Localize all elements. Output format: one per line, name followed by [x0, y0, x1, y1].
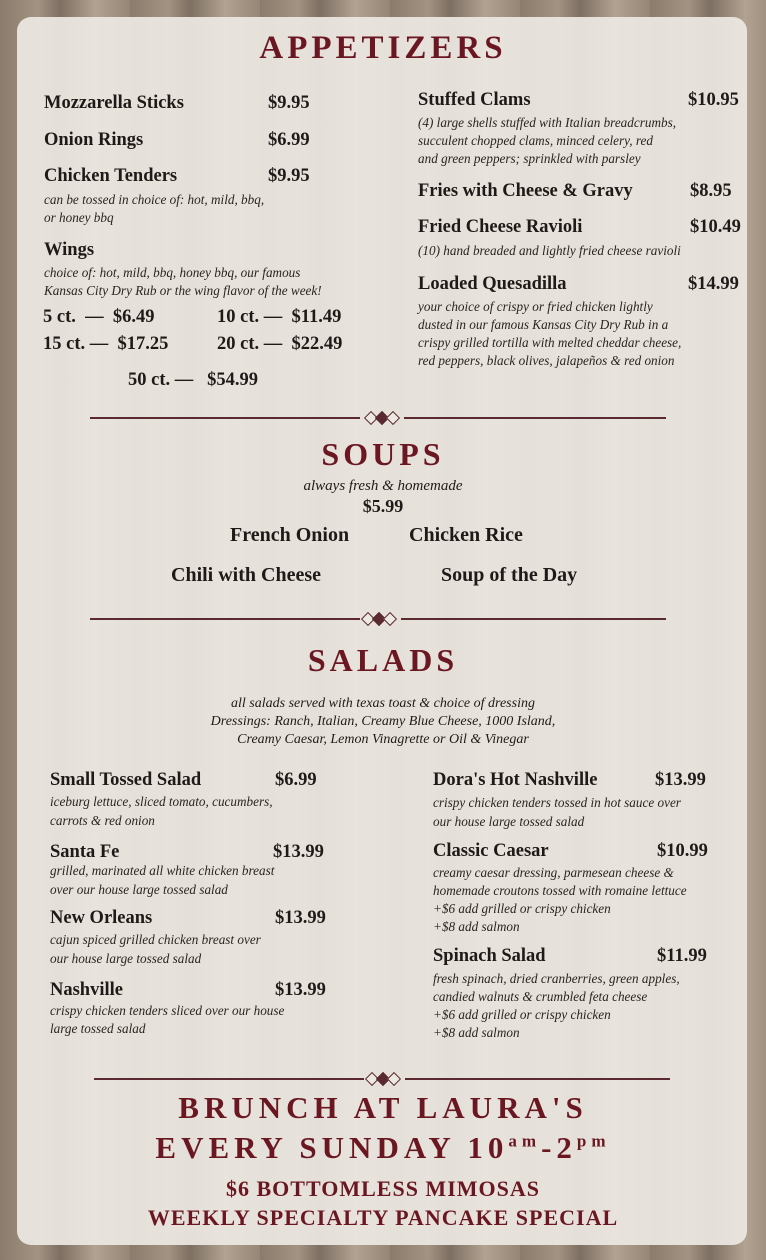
- divider-right: [405, 1078, 670, 1080]
- spinach-name: Spinach Salad: [433, 946, 546, 966]
- caesar-price: $10.99: [657, 841, 708, 861]
- onion-rings-price: $6.99: [268, 130, 310, 150]
- neworleans-desc-2: our house large tossed salad: [50, 951, 202, 966]
- quesadilla-name: Loaded Quesadilla: [418, 274, 567, 294]
- soup-french-onion: French Onion: [230, 524, 350, 546]
- chicken-tenders-desc-2: or honey bbq: [44, 210, 114, 225]
- dora-name: Dora's Hot Nashville: [433, 770, 598, 790]
- neworleans-desc-1: cajun spiced grilled chicken breast over: [50, 932, 261, 947]
- caesar-name: Classic Caesar: [433, 841, 549, 861]
- caesar-desc-4: +$8 add salmon: [433, 919, 520, 934]
- neworleans-name: New Orleans: [50, 908, 153, 928]
- divider-right: [404, 417, 666, 419]
- salads-note-1: all salads served with texas toast & choice of dressing: [231, 696, 535, 711]
- santafe-name: Santa Fe: [50, 842, 120, 862]
- brunch-pm: pm: [576, 1131, 611, 1151]
- brunch-hours: [0, 1130, 766, 1166]
- ravioli-name: Fried Cheese Ravioli: [418, 217, 583, 237]
- small-salad-desc-1: iceburg lettuce, sliced tomato, cucumbers,: [50, 794, 273, 809]
- caesar-desc-3: +$6 add grilled or crispy chicken: [433, 901, 611, 916]
- wings-15ct: 15 ct. — $17.25: [43, 334, 169, 354]
- soups-price: $5.99: [362, 496, 404, 516]
- fries-price: $8.95: [690, 181, 732, 201]
- stuffed-clams-desc-3: and green peppers; sprinkled with parsley: [418, 151, 641, 166]
- mozzarella-price: $9.95: [268, 93, 310, 113]
- santafe-price: $13.99: [273, 842, 324, 862]
- divider-left: [90, 417, 360, 419]
- neworleans-price: $13.99: [275, 908, 326, 928]
- dora-desc-1: crispy chicken tenders tossed in hot sauce over: [433, 795, 681, 810]
- divider-left: [90, 618, 360, 620]
- brunch-mimosas: $6 BOTTOMLESS MIMOSAS: [226, 1176, 540, 1201]
- spinach-desc-4: +$8 add salmon: [433, 1025, 520, 1040]
- nashville-price: $13.99: [275, 980, 326, 1000]
- spinach-price: $11.99: [657, 946, 707, 966]
- wings-10ct: 10 ct. — $11.49: [217, 307, 342, 327]
- spinach-desc-1: fresh spinach, dried cranberries, green apples,: [433, 971, 680, 986]
- chicken-tenders-price: $9.95: [268, 166, 310, 186]
- nashville-desc-2: large tossed salad: [50, 1021, 146, 1036]
- quesadilla-desc-1: your choice of crispy or fried chicken lightly: [418, 299, 653, 314]
- nashville-desc-1: crispy chicken tenders sliced over our house: [50, 1003, 285, 1018]
- santafe-desc-2: over our house large tossed salad: [50, 882, 228, 897]
- soup-of-the-day: Soup of the Day: [441, 564, 578, 586]
- stuffed-clams-name: Stuffed Clams: [418, 90, 531, 110]
- nashville-name: Nashville: [50, 980, 123, 1000]
- divider-right: [401, 618, 666, 620]
- small-salad-name: Small Tossed Salad: [50, 770, 202, 790]
- diamond-ornament-icon: [364, 1071, 402, 1087]
- chicken-tenders-desc-1: can be tossed in choice of: hot, mild, bbq,: [44, 192, 265, 207]
- salads-note-3: Creamy Caesar, Lemon Vinagrette or Oil & Vinegar: [237, 732, 529, 747]
- brunch-hours-end: -2: [541, 1130, 577, 1165]
- caesar-desc-1: creamy caesar dressing, parmesean cheese &: [433, 865, 674, 880]
- wings-desc-2: Kansas City Dry Rub or the wing flavor of the week!: [44, 283, 322, 298]
- spinach-desc-2: candied walnuts & crumbled feta cheese: [433, 989, 648, 1004]
- soup-chili: Chili with Cheese: [171, 564, 321, 586]
- stuffed-clams-desc-1: (4) large shells stuffed with Italian breadcrumbs,: [418, 115, 676, 130]
- chicken-tenders-name: Chicken Tenders: [44, 166, 178, 186]
- dora-price: $13.99: [655, 770, 706, 790]
- onion-rings-name: Onion Rings: [44, 130, 144, 150]
- quesadilla-price: $14.99: [688, 274, 739, 294]
- soups-heading: SOUPS: [321, 436, 445, 472]
- diamond-ornament-icon: [363, 410, 401, 426]
- salads-note-2: Dressings: Ranch, Italian, Creamy Blue Cheese, 1000 Island,: [210, 714, 556, 729]
- small-salad-price: $6.99: [275, 770, 317, 790]
- soups-subtitle: always fresh & homemade: [303, 478, 463, 494]
- quesadilla-desc-3: crispy grilled tortilla with melted cheddar cheese,: [418, 335, 682, 350]
- quesadilla-desc-2: dusted in our famous Kansas City Dry Rub in a: [418, 317, 669, 332]
- caesar-desc-2: homemade croutons tossed with romaine lettuce: [433, 883, 687, 898]
- dora-desc-2: our house large tossed salad: [433, 814, 585, 829]
- wings-20ct: 20 ct. — $22.49: [217, 334, 343, 354]
- soup-chicken-rice: Chicken Rice: [409, 524, 523, 546]
- ravioli-price: $10.49: [690, 217, 741, 237]
- spinach-desc-3: +$6 add grilled or crispy chicken: [433, 1007, 611, 1022]
- mozzarella-name: Mozzarella Sticks: [44, 93, 184, 113]
- stuffed-clams-desc-2: succulent chopped clams, minced celery, red: [418, 133, 653, 148]
- brunch-title: BRUNCH AT LAURA'S: [178, 1090, 588, 1125]
- fries-name: Fries with Cheese & Gravy: [418, 181, 633, 201]
- quesadilla-desc-4: red peppers, black olives, jalapeños & red onion: [418, 353, 675, 368]
- small-salad-desc-2: carrots & red onion: [50, 813, 155, 828]
- wings-5ct: 5 ct. — $6.49: [43, 307, 155, 327]
- diamond-ornament-icon: [360, 611, 398, 627]
- wings-50ct: 50 ct. — $54.99: [128, 370, 258, 390]
- santafe-desc-1: grilled, marinated all white chicken breast: [50, 863, 275, 878]
- brunch-am: am: [508, 1131, 542, 1151]
- wings-desc-1: choice of: hot, mild, bbq, honey bbq, our famous: [44, 265, 301, 280]
- divider-left: [94, 1078, 364, 1080]
- brunch-pancake: WEEKLY SPECIALTY PANCAKE SPECIAL: [147, 1205, 619, 1230]
- salads-heading: SALADS: [307, 642, 459, 678]
- stuffed-clams-price: $10.95: [688, 90, 739, 110]
- brunch-hours-start: EVERY SUNDAY 10: [155, 1130, 509, 1165]
- appetizers-heading: APPETIZERS: [259, 30, 507, 66]
- wings-name: Wings: [44, 240, 95, 260]
- ravioli-desc-1: (10) hand breaded and lightly fried cheese ravioli: [418, 243, 681, 258]
